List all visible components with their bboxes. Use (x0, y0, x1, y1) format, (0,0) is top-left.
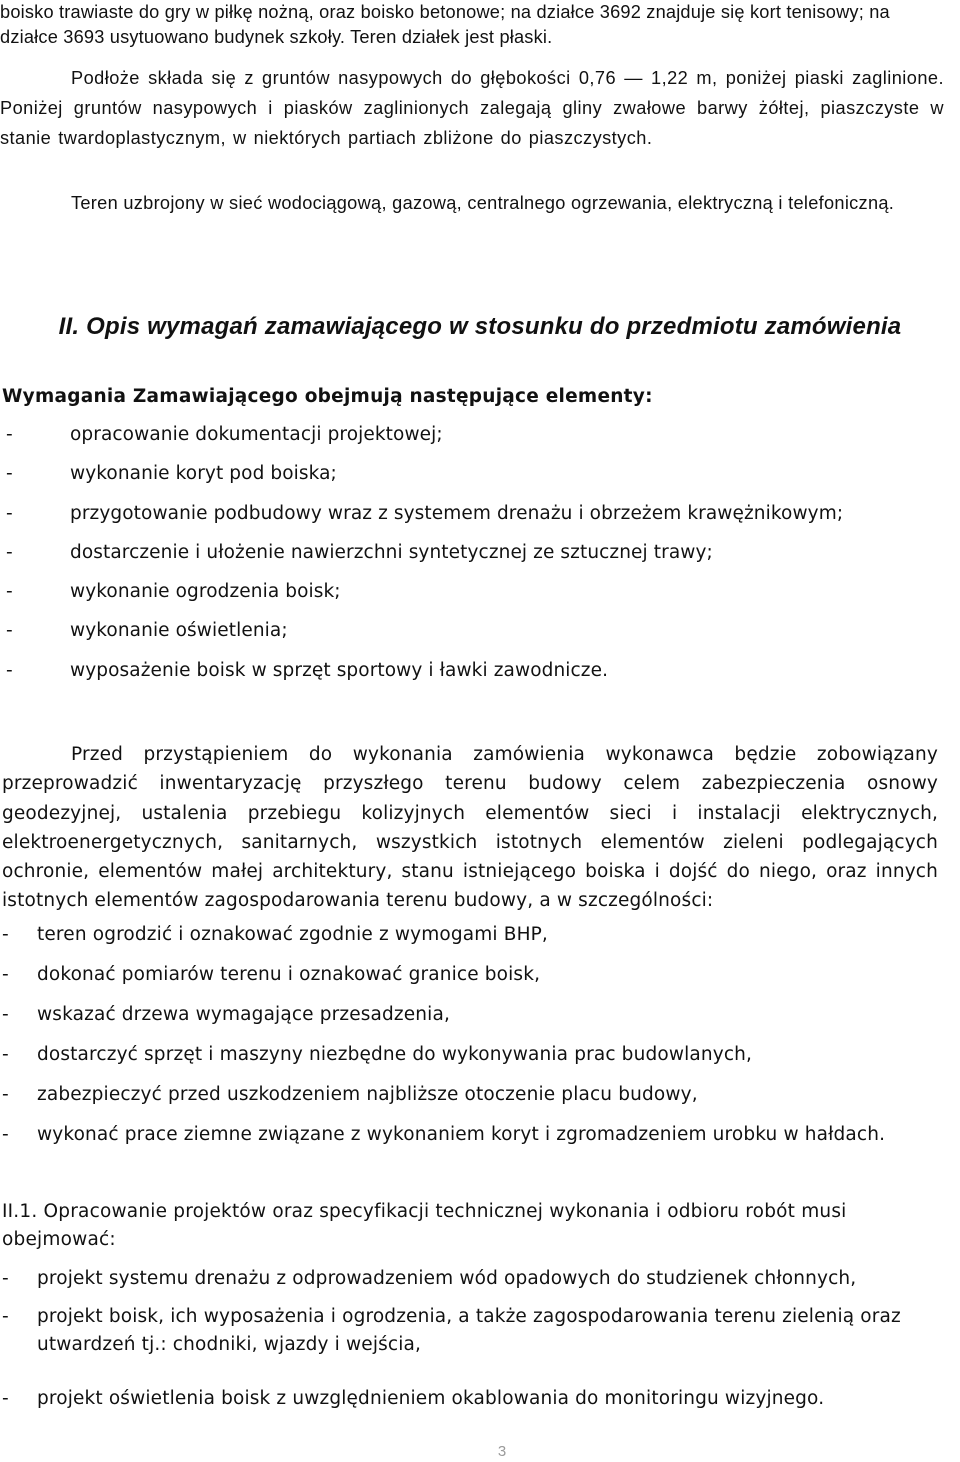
list-item: - wskazać drzewa wymagające przesadzenia, (2, 1004, 450, 1025)
paragraph-utilities: Teren uzbrojony w sieć wodociągową, gazową, centralnego ogrzewania, elektryczną i telefoniczną. (71, 193, 895, 213)
list-item: - zabezpieczyć przed uszkodzeniem najbliższe otoczenie placu budowy, (2, 1084, 698, 1105)
list-item: - wykonanie koryt pod boiska; (6, 463, 337, 485)
requirements-list (6, 422, 946, 697)
section-heading: II. Opis wymagań zamawiającego w stosunku do przedmiotu zamówienia (58, 313, 902, 340)
list-item: - wyposażenie boisk w sprzęt sportowy i ławki zawodnicze. (6, 659, 609, 681)
list-item: - projekt boisk, ich wyposażenia i ogrodzenia, a także zagospodarowania terenu zielenią oraz utwardzeń tj.: chodniki, wjazdy i wejścia, (2, 1306, 901, 1355)
list-item: - opracowanie dokumentacji projektowej; (6, 424, 443, 445)
list-item: - wykonanie ogrodzenia boisk; (6, 581, 341, 603)
list-item: - dostarczenie i ułożenie nawierzchni syntetycznej ze sztucznej trawy; (6, 541, 713, 563)
list-item: - projekt systemu drenażu z odprowadzeniem wód opadowych do studzienek chłonnych, (2, 1268, 857, 1289)
list-item: - dostarczyć sprzęt i maszyny niezbędne do wykonywania prac budowlanych, (2, 1044, 753, 1065)
paragraph-contractor-obligations: Przed przystąpieniem do wykonania zamówienia wykonawca będzie zobowiązany przeprowadzić inwentaryzację przyszłego terenu budowy celem zabezpieczenia osnowy geodezyjnej, ustalenia przebiegu kolizyjnych elementów sieci i instalacji elektrycznych, elektroenergetycznych, sanitarnych, wszystkich istotnych elementów zieleni podlegających ochronie, elementów małej architektury, stanu istniejącego boiska i dojść do niego, oraz innych istotnych elementów zagospodarowania terenu budowy, a w szczególności: (2, 744, 938, 912)
tasks-list (2, 922, 960, 1162)
list-item: - wykonanie oświetlenia; (6, 620, 288, 642)
subsection-intro: II.1. Opracowanie projektów oraz specyfikacji technicznej wykonania i odbioru robót musi obejmować: (2, 1201, 847, 1250)
projects-list (2, 1265, 938, 1423)
paragraph-soil-description: Podłoże składa się z gruntów nasypowych do głębokości 0,76 — 1,22 m, poniżej piaski zaglinione. Poniżej gruntów nasypowych i piasków zaglinionych zalegają gliny zwałowe barwy żółtej, piaszczyste w stanie twardoplastycznym, w niektórych partiach zbliżone do piaszczystych. (0, 68, 944, 148)
list-item: - dokonać pomiarów terenu i oznakować granice boisk, (2, 964, 541, 985)
list-item: - projekt oświetlenia boisk z uwzględnieniem okablowania do monitoringu wizyjnego. (2, 1388, 825, 1409)
paragraph-site-description: boisko trawiaste do gry w piłkę nożną, oraz boisko betonowe; na działce 3692 znajduje się kort tenisowy; na działce 3693 usytuowano budynek szkoły. Teren działek jest płaski. (0, 2, 890, 47)
page-number: 3 (497, 1443, 507, 1460)
requirements-intro: Wymagania Zamawiającego obejmują następujące elementy: (2, 386, 653, 407)
list-item: - przygotowanie podbudowy wraz z systemem drenażu i obrzeżem krawężnikowym; (6, 502, 844, 524)
list-item: - teren ogrodzić i oznakować zgodnie z wymogami BHP, (2, 924, 548, 945)
list-item: - wykonać prace ziemne związane z wykonaniem koryt i zgromadzeniem urobku w hałdach. (2, 1124, 886, 1145)
